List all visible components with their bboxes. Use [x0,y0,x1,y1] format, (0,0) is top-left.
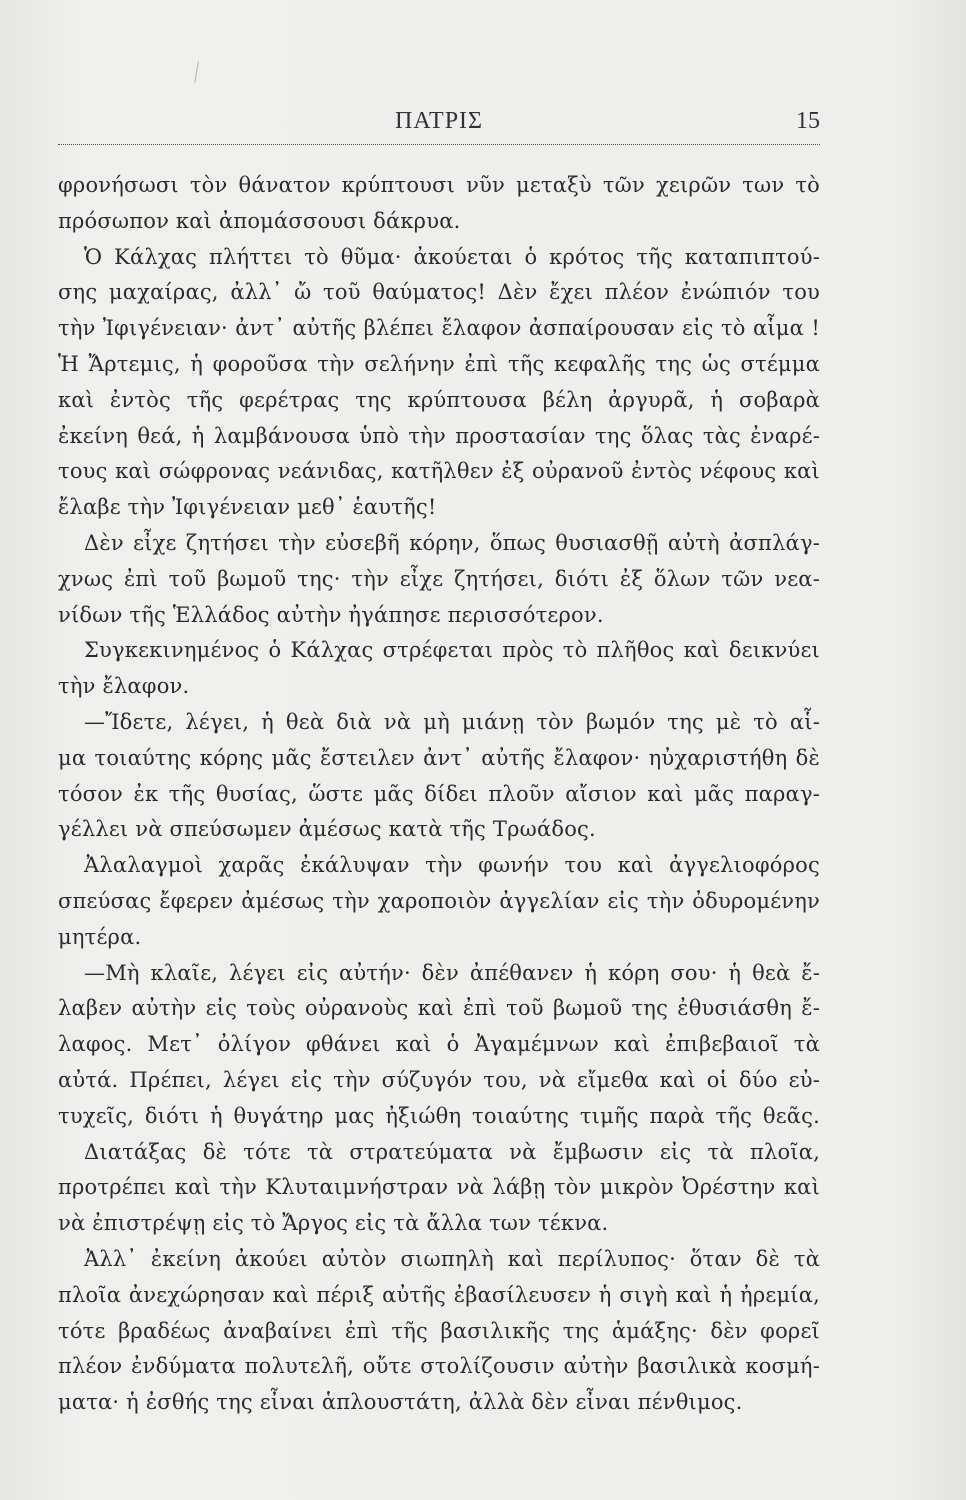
text-line: καὶ ἐντὸς τῆς φερέτρας της κρύπτουσα βέλη ἀργυρᾶ, ἡ σοβαρὰ [58,387,820,412]
text-line: —Μὴ κλαῖε, λέγει εἰς αὐτήν· δὲν ἀπέθανεν ἡ κόρη σου· ἡ θεὰ ἔ- [84,960,820,985]
text-line: ματα· ἡ ἐσθής της εἶναι ἁπλουστάτη, ἀλλὰ δὲν εἶναι πένθιμος. [58,1390,743,1415]
text-line: μα τοιαύτης κόρης μᾶς ἔστειλεν ἀντ᾽ αὐτῆς ἔλαφον· ηὐχαριστήθη δὲ [58,745,820,770]
running-title: ΠΑΤΡΙΣ [395,108,483,134]
text-line: αὐτά. Πρέπει, λέγει εἰς τὴν σύζυγόν του, νὰ εἴμεθα καὶ οἱ δύο εὐ- [58,1067,820,1092]
text-line: νίδων τῆς Ἑλλάδος αὐτὴν ἠγάπησε περισσότερον. [58,602,604,627]
text-line: Συγκεκινημένος ὁ Κάλχας στρέφεται πρὸς τὸ πλῆθος καὶ δεικνύει [84,638,820,663]
text-line: Ὁ Κάλχας πλήττει τὸ θῦμα· ἀκούεται ὁ κρότος τῆς καταπιπτού- [84,244,820,269]
text-line: Ἀλλ᾽ ἐκείνη ἀκούει αὐτὸν σιωπηλὴ καὶ περίλυπος· ὅταν δὲ τὰ [84,1246,820,1271]
text-line: χνως ἐπὶ τοῦ βωμοῦ της· τὴν εἶχε ζητήσει, διότι ἐξ ὅλων τῶν νεα- [58,566,820,591]
text-line: τὴν Ἰφιγένειαν· ἀντ᾽ αὐτῆς βλέπει ἔλαφον ἀσπαίρουσαν εἰς τὸ αἷμα ! [58,316,820,341]
text-line: μητέρα. [58,924,142,949]
text-line: τότε βραδέως ἀναβαίνει ἐπὶ τῆς βασιλικῆς της ἁμάξης· δὲν φορεῖ [58,1318,820,1343]
text-line: νὰ ἐπιστρέψῃ εἰς τὸ Ἄργος εἰς τὰ ἄλλα των τέκνα. [58,1211,609,1236]
pencil-mark [194,61,209,85]
text-line: Ἡ Ἄρτεμις, ἡ φοροῦσα τὴν σελήνην ἐπὶ τῆς κεφαλῆς της ὡς στέμμα [58,351,820,376]
text-line: Διατάξας δὲ τότε τὰ στρατεύματα νὰ ἔμβωσιν εἰς τὰ πλοῖα, [84,1139,820,1164]
text-line: τόσον ἐκ τῆς θυσίας, ὥστε μᾶς δίδει πλοῦν αἴσιον καὶ μᾶς παραγ- [58,781,820,806]
text-line: τους καὶ σώφρονας νεάνιδας, κατῆλθεν ἐξ οὐρανοῦ ἐντὸς νέφους καὶ [58,459,820,484]
text-line: Δὲν εἶχε ζητήσει τὴν εὐσεβῆ κόρην, ὅπως θυσιασθῇ αὐτὴ ἀσπλάγ- [84,530,820,555]
text-line: σης μαχαίρας, ἀλλ᾽ ὤ τοῦ θαύματος! Δὲν ἔχει πλέον ἐνώπιόν του [58,280,820,305]
text-line: πρόσωπον καὶ ἀπομάσσουσι δάκρυα. [58,208,461,233]
text-line: προτρέπει καὶ τὴν Κλυταιμνήστραν νὰ λάβῃ τὸν μικρὸν Ὀρέστην καὶ [58,1175,820,1200]
header-rule [58,144,820,145]
text-line: πλοῖα ἀνεχώρησαν καὶ πέριξ αὐτῆς ἐβασίλευσεν ἡ σιγὴ καὶ ἡ ἠρεμία, [58,1282,820,1307]
text-line: πλέον ἐνδύματα πολυτελῆ, οὔτε στολίζουσιν αὐτὴν βασιλικὰ κοσμή- [58,1354,820,1379]
text-line: ἐκείνη θεά, ἡ λαμβάνουσα ὑπὸ τὴν προστασίαν της ὅλας τὰς ἐναρέ- [58,423,820,448]
page-number: 15 [796,108,820,134]
text-line: σπεύσας ἔφερεν ἀμέσως τὴν χαροποιὸν ἀγγελίαν εἰς τὴν ὀδυρομένην [58,888,820,913]
page-header [58,108,820,144]
text-line: γέλλει νὰ σπεύσωμεν ἀμέσως κατὰ τῆς Τρωάδος. [58,817,596,842]
text-line: λαβεν αὐτὴν εἰς τοὺς οὐρανοὺς καὶ ἐπὶ τοῦ βωμοῦ της ἐθυσιάσθη ἔ- [58,996,820,1021]
text-line: τυχεῖς, διότι ἡ θυγάτηρ μας ἠξιώθη τοιαύτης τιμῆς παρὰ τῆς θεᾶς. [58,1103,820,1128]
text-line: Ἀλαλαγμοὶ χαρᾶς ἐκάλυψαν τὴν φωνήν του καὶ ἀγγελιοφόρος [84,853,820,878]
text-line: ἔλαβε τὴν Ἰφιγένειαν μεθ᾽ ἑαυτῆς! [58,495,437,520]
text-line: λαφος. Μετ᾽ ὀλίγον φθάνει καὶ ὁ Ἀγαμέμνων καὶ ἐπιβεβαιοῖ τὰ [58,1032,820,1057]
text-line: τὴν ἔλαφον. [58,674,190,699]
text-line: φρονήσωσι τὸν θάνατον κρύπτουσι νῦν μεταξὺ τῶν χειρῶν των τὸ [58,173,820,197]
text-line: —Ἴδετε, λέγει, ἡ θεὰ διὰ νὰ μὴ μιάνῃ τὸν βωμόν της μὲ τὸ αἷ- [84,709,820,734]
body-text [58,168,820,1421]
